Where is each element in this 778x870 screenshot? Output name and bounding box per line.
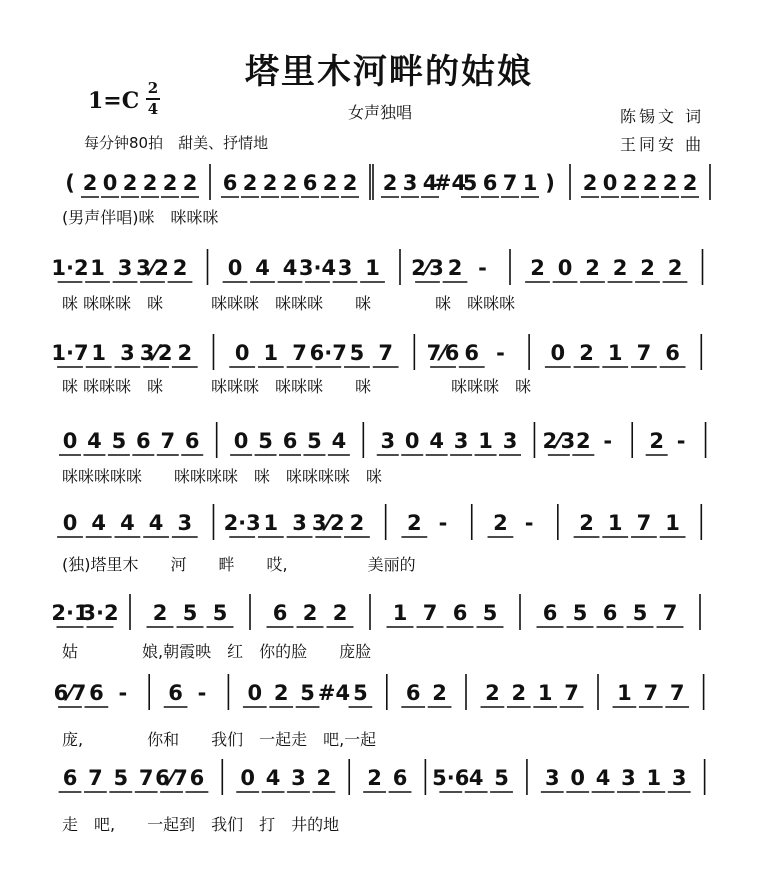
note-glyph: - <box>478 256 487 280</box>
note-glyph: 4 <box>429 429 444 453</box>
note-glyph: 7 <box>378 341 393 365</box>
lyrics-line: (独)塔里木 河 畔 哎, 美丽的 <box>62 555 416 574</box>
note-glyph: - <box>676 429 686 453</box>
note-glyph: 3⁄2 <box>311 511 345 535</box>
note-glyph: 2 <box>612 256 628 280</box>
note-glyph: 0 <box>404 429 420 453</box>
note-glyph: 2 <box>273 681 289 705</box>
note-glyph: 4 <box>87 429 102 453</box>
note-glyph: 5 <box>482 601 498 625</box>
note-glyph: - <box>118 681 128 705</box>
note-glyph: 0 <box>240 766 256 790</box>
note-glyph: 6·7 <box>309 341 347 365</box>
note-glyph: 1 <box>617 681 632 705</box>
meter-top: 2 <box>147 79 159 97</box>
note-glyph: 7 <box>564 681 579 705</box>
note-glyph: 5 <box>353 681 368 705</box>
note-glyph: 6 <box>222 171 238 195</box>
note-glyph: 5 <box>572 601 588 625</box>
note-glyph: 2 <box>447 256 463 280</box>
note-glyph: 1 <box>522 171 538 195</box>
note-glyph: 2⁄3 <box>542 429 576 453</box>
note-glyph: 3 <box>292 511 307 535</box>
lyrics-line: 姑 娘,朝霞映 红 你的脸 庞脸 <box>62 642 372 661</box>
note-glyph: 6 <box>464 341 480 365</box>
note-glyph: 5 <box>632 601 648 625</box>
note-glyph: 3·4 <box>298 256 337 280</box>
note-glyph: 5 <box>111 429 127 453</box>
note-glyph: 0 <box>570 766 586 790</box>
note-glyph: 6 <box>136 429 151 453</box>
note-glyph: 2 <box>530 256 545 280</box>
note-glyph: 6 <box>602 601 618 625</box>
time-signature <box>146 80 160 118</box>
note-glyph: 4 <box>282 256 298 280</box>
lyrics-line: 咪 咪咪咪 咪 咪咪咪 咪咪咪 咪 咪 咪咪咪 <box>62 294 516 313</box>
note-glyph: 6 <box>168 681 183 705</box>
key-signature: 1=C <box>88 88 140 114</box>
note-glyph: 2 <box>342 171 358 195</box>
note-glyph: 3⁄2 <box>136 256 169 280</box>
lyrics-line: 咪咪咪咪咪 咪咪咪咪 咪 咪咪咪咪 咪 <box>62 467 383 486</box>
note-glyph: 7 <box>160 429 176 453</box>
note-glyph: 6 <box>392 766 408 790</box>
note-glyph: 2 <box>432 681 447 705</box>
note-glyph: 0 <box>247 681 263 705</box>
tempo-marking: 每分钟80拍 甜美、抒情地 <box>84 134 269 152</box>
note-glyph: 4 <box>595 766 611 790</box>
note-glyph: 3⁄2 <box>139 341 173 365</box>
note-glyph: 7 <box>669 681 685 705</box>
note-glyph: 2 <box>262 171 278 195</box>
note-glyph: 1 <box>665 511 680 535</box>
note-glyph: 4 <box>331 429 347 453</box>
notation-staff <box>53 670 740 726</box>
note-glyph: 3 <box>117 256 133 280</box>
note-glyph: 2⁄3 <box>411 256 444 280</box>
note-glyph: 3 <box>453 429 469 453</box>
note-glyph: - <box>197 681 207 705</box>
note-glyph: 3 <box>402 171 418 195</box>
note-glyph: ) <box>545 171 555 195</box>
note-glyph: 4 <box>255 256 270 280</box>
note-glyph: 2 <box>316 766 332 790</box>
notation-row <box>53 670 740 726</box>
note-glyph: 2·3 <box>223 511 261 535</box>
note-glyph: 6⁄7 <box>53 681 87 705</box>
note-glyph: - <box>438 511 448 535</box>
note-glyph: 6 <box>89 681 104 705</box>
note-glyph: 5 <box>212 601 228 625</box>
note-glyph: 3 <box>177 511 193 535</box>
note-glyph: 5 <box>349 341 365 365</box>
note-glyph: 2 <box>642 171 658 195</box>
note-glyph: 2 <box>667 256 683 280</box>
note-glyph: 5 <box>462 171 478 195</box>
note-glyph: 1 <box>90 256 105 280</box>
note-glyph: 4 <box>265 766 281 790</box>
note-glyph: 1·2 <box>51 256 89 280</box>
note-glyph: 1 <box>537 681 553 705</box>
note-glyph: 1 <box>91 341 107 365</box>
notation-staff <box>60 500 740 556</box>
note-glyph: 2 <box>162 171 178 195</box>
note-glyph: 7 <box>636 341 652 365</box>
note-glyph: 7 <box>502 171 518 195</box>
note-glyph: 2 <box>579 341 594 365</box>
note-glyph: 1 <box>365 256 380 280</box>
note-glyph: 6 <box>62 766 78 790</box>
note-glyph: 2 <box>485 681 500 705</box>
note-glyph: 0 <box>234 341 250 365</box>
note-glyph: 7 <box>292 341 307 365</box>
note-glyph: 5 <box>113 766 129 790</box>
lyrics-line: (男声伴唱)咪 咪咪咪 <box>62 208 219 227</box>
note-glyph: - <box>603 429 613 453</box>
lyrics-line: 庞, 你和 我们 一起走 吧,一起 <box>62 730 377 749</box>
note-glyph: 4 <box>468 766 484 790</box>
note-glyph: 3 <box>380 429 396 453</box>
note-glyph: 6 <box>302 171 318 195</box>
note-glyph: 2 <box>122 171 138 195</box>
note-glyph: 2 <box>622 171 638 195</box>
note-glyph: 3 <box>621 766 636 790</box>
note-glyph: 2·1 <box>51 601 89 625</box>
note-glyph: 2 <box>682 171 698 195</box>
note-glyph: 6 <box>482 171 498 195</box>
note-glyph: 2 <box>382 171 398 195</box>
note-glyph: 0 <box>557 256 573 280</box>
note-glyph: 0 <box>233 429 249 453</box>
note-glyph: 2 <box>511 681 527 705</box>
note-glyph: 6 <box>665 341 680 365</box>
note-glyph: 0 <box>62 429 78 453</box>
note-glyph: 6 <box>405 681 421 705</box>
composer-credit: 王同安 曲 <box>620 135 705 154</box>
note-glyph: 6 <box>542 601 558 625</box>
note-glyph: 3 <box>120 341 135 365</box>
note-glyph: 5 <box>300 681 315 705</box>
note-glyph: 2 <box>322 171 338 195</box>
note-glyph: 1·7 <box>51 341 89 365</box>
note-glyph: 0 <box>102 171 118 195</box>
lyricist-credit: 陈锡文 词 <box>620 107 705 126</box>
note-glyph: 6 <box>189 766 205 790</box>
note-glyph: 1 <box>478 429 493 453</box>
note-glyph: 0 <box>227 256 243 280</box>
notation-row <box>51 590 740 646</box>
notation-staff <box>51 590 740 646</box>
note-glyph: 3 <box>544 766 560 790</box>
note-glyph: 3 <box>502 429 518 453</box>
note-glyph: 5 <box>307 429 322 453</box>
note-glyph: 6 <box>272 601 288 625</box>
note-glyph: 6 <box>452 601 468 625</box>
note-glyph: 3 <box>291 766 306 790</box>
lyrics-line: 咪 咪咪咪 咪 咪咪咪 咪咪咪 咪 咪咪咪 咪 <box>62 377 532 396</box>
note-glyph: 2 <box>332 601 348 625</box>
song-subtitle: 女声独唱 <box>348 103 413 122</box>
note-glyph: 1 <box>263 511 279 535</box>
note-glyph: 2 <box>579 511 594 535</box>
note-glyph: 7 <box>138 766 154 790</box>
note-glyph: #4 <box>317 681 351 705</box>
note-glyph: 4 <box>148 511 164 535</box>
note-glyph: 4 <box>422 171 438 195</box>
note-glyph: 2 <box>302 601 318 625</box>
lyrics-line: 走 吧, 一起到 我们 打 井的地 <box>62 815 340 834</box>
note-glyph: 5 <box>258 429 273 453</box>
note-glyph: 0 <box>550 341 566 365</box>
note-glyph: 2 <box>177 341 193 365</box>
note-glyph: 7 <box>422 601 438 625</box>
meter-bottom: 4 <box>147 100 159 118</box>
note-glyph: 4 <box>120 511 135 535</box>
note-glyph: 6⁄7 <box>155 766 188 790</box>
note-glyph: 2 <box>172 256 188 280</box>
note-glyph: 2 <box>182 171 198 195</box>
note-glyph: 2 <box>576 429 591 453</box>
note-glyph: 6 <box>184 429 200 453</box>
notation-row <box>60 500 740 556</box>
note-glyph: 2 <box>152 601 168 625</box>
note-glyph: 2 <box>582 171 598 195</box>
note-glyph: 3·2 <box>81 601 119 625</box>
notation-staff <box>60 755 740 811</box>
note-glyph: #4 <box>433 171 467 195</box>
note-glyph: ( <box>65 171 75 195</box>
note-glyph: 0 <box>62 511 78 535</box>
note-glyph: - <box>496 341 505 365</box>
note-glyph: 3 <box>671 766 687 790</box>
note-glyph: 1 <box>607 511 623 535</box>
note-glyph: 2 <box>649 429 664 453</box>
note-glyph: 1 <box>607 341 623 365</box>
note-glyph: 2 <box>142 171 158 195</box>
note-glyph: 1 <box>392 601 408 625</box>
note-glyph: 7 <box>662 601 678 625</box>
notation-row <box>60 755 740 811</box>
note-glyph: 2 <box>407 511 422 535</box>
note-glyph: 2 <box>640 256 655 280</box>
note-glyph: 5 <box>182 601 198 625</box>
note-glyph: 1 <box>646 766 662 790</box>
note-glyph: 7⁄6 <box>426 341 460 365</box>
note-glyph: 7 <box>88 766 103 790</box>
note-glyph: 2 <box>585 256 600 280</box>
note-glyph: 5·6 <box>432 766 470 790</box>
note-glyph: 2 <box>349 511 365 535</box>
note-glyph: 5 <box>494 766 509 790</box>
note-glyph: 2 <box>493 511 508 535</box>
note-glyph: 2 <box>662 171 678 195</box>
note-glyph: 7 <box>643 681 659 705</box>
note-glyph: 6 <box>282 429 298 453</box>
note-glyph: 0 <box>602 171 618 195</box>
note-glyph: 1 <box>263 341 279 365</box>
note-glyph: 4 <box>91 511 107 535</box>
note-glyph: 3 <box>337 256 353 280</box>
note-glyph: 2 <box>82 171 98 195</box>
note-glyph: 2 <box>367 766 382 790</box>
note-glyph: - <box>524 511 534 535</box>
note-glyph: 7 <box>636 511 652 535</box>
note-glyph: 2 <box>282 171 298 195</box>
song-title: 塔里木河畔的姑娘 <box>245 52 533 92</box>
note-glyph: 2 <box>242 171 258 195</box>
